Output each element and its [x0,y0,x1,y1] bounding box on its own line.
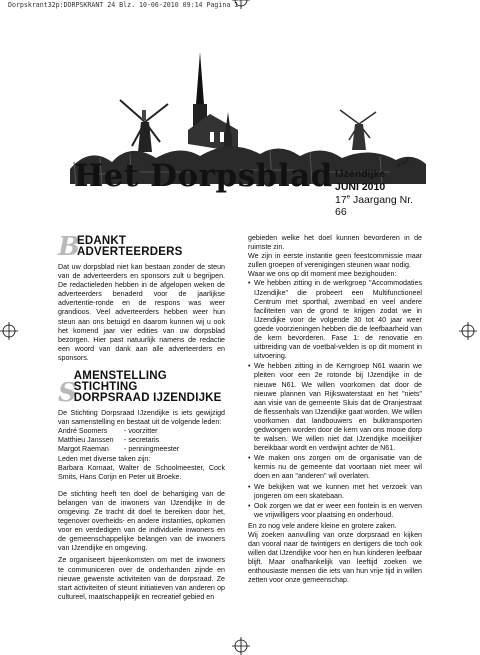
print-slug: Dorpskrant32p:DORPSKRANT 24 Blz. 10-06-2010 09:14 Pagina 1 [8,1,239,9]
article-board-title: AMENSTELLING STICHTING DORPSRAAD IJZENDIJKE [73,370,222,405]
windmill-icon [120,100,168,152]
list-item: • We hebben zitting in de werkgroep "Accommodaties IJzendijke" die probeert een Multifunctioneel Centrum met sporthal, zwembad en veel andere faciliteiten van de grond te krijgen zodat we in IJzendijke voor de volgende 30 tot 40 jaar weer goede voorzieningen hebben die de leefbaarheid van de kern bevorderen. Fase 1: de renovatie en uitbreiding van de voetbal-velden is op dit moment in uitvoering. [248,279,422,361]
dropcap-s: S [58,378,77,409]
list-item: • We hebben zitting in de Kerngroep N61 waarin we pleiten voor een 2e rotonde bij IJzendijke in de nieuwe N61. We willen voorkomen dat door de nieuwe plannen van Rijkswaterstaat en het "niets" aan visie van de gemeente Sluis dat de Oranjestraat de flessenhals van IJzendijke gaat worden. We willen voorkomen dat landbouwers en bulktransporten gedwongen worden door de kern van ons mooie dorp te walsen. We willen niet dat IJzendijke moeilijker bereikbaar wordt en verdwijnt achter de N61. [248,362,422,453]
issue-info [335,168,425,218]
right-column [248,234,422,589]
member-role: - voorzitter [124,427,158,436]
registration-mark-bottom [232,637,250,655]
right-opening-2: We zijn in eerste instantie geen feestcommissie maar zullen groepen of verenigingen steunen waar nodig. [248,252,422,270]
right-opening-3: Waar we ons op dit moment mee bezighouden: [248,270,397,279]
left-column [58,232,225,605]
member-role: - penningmeester [124,445,180,454]
issue-number: 17e Jaargang Nr. 66 [335,194,414,218]
other-members-label: Leden met diverse taken zijn: [58,454,151,463]
list-item: • We maken ons zorgen om de organisatie van de kermis nu de gemeente dat voortaan niet meer wil doen en aan "anderen" wil overlaten. [248,454,422,481]
activity-list [248,279,422,519]
member-role: - secretaris [124,436,160,445]
right-closing-2: Wij zoeken aanvulling van onze dorpsraad en kijken dan vooral naar de twintigers en dertigers die toch ook willen dat IJzendijke voor hen en hun kinderen leefbaar blijft. Maar onafhankelijk van leeftijd zoeken we enthousiaste mensen die iets van hun vrije tijd in willen zetten voor onze gemeenschap. [248,531,422,585]
newspaper-title: Het Dorpsblad [74,158,333,194]
dropcap-b: B [58,232,80,262]
right-closing-1: En zo nog vele andere kleine en grotere zaken. [248,521,397,530]
article-thanks-body: Dat uw dorpsblad niet kan bestaan zonder de steun van de adverteerders en sponsors zult u begrijpen. De redactieleden hebben in de afgelopen weken de adverteerders benaderd voor de jaarlijkse advertentie-ronde en de respons was weer grandioos. Veel adverteerders hebben weer hun steun aan ons betuigd en daarom kunnen wij u ook het komend jaar vier edities van uw dorpsblad bezorgen. Hier past natuurlijk namens de redactie een woord van dank aan alle adverteerders en sponsors. [58,263,225,362]
list-item: • Ook zorgen we dat er weer een fontein is en werven we vrijwilligers voor plaatsing en onderhoud. [248,502,422,520]
board-member-list [58,427,225,454]
list-item: • We bekijken wat we kunnen met het verzoek van jongeren om een skatebaan. [248,483,422,501]
registration-mark-right [459,322,477,340]
article-board-headline [58,370,225,409]
article-thanks-title: EDANKT ADVERTEERDERS [76,235,183,258]
stamp-small-text: actief [395,158,410,170]
article-thanks-headline [58,232,225,262]
far-windmill-icon [340,110,376,150]
issue-date: JUNI 2010 [335,181,386,193]
registration-mark-left [0,322,18,340]
member-name: Margot Raeman [58,445,109,454]
article-board-purpose: De stichting heeft ten doel de behartiging van de belangen van de inwoners van IJzendijke in de omgeving. Ze tracht dit doel te bereiken door het, tegenover overheids- en andere instanties, opkomen voor en verdedigen van de individuele inwoners en de gemeenschappelijke belangen van de inwoners van IJzendijke en omgeving. [58,489,225,553]
article-board-intro: De Stichting Dorpsraad IJzendijke is iets gewijzigd van samenstelling en bestaat uit de volgende leden: [58,409,225,427]
registration-mark-top [232,0,250,9]
other-members-list: Barbara Kornaat, Walter de Schoolmeester, Cock Smits, Hans Corijn en Peter uit Broeke. [58,463,225,481]
right-opening-1: gebieden welke het doel kunnen bevorderen in de ruimste zin. [248,234,422,252]
issue-place: IJzendijke [335,168,386,180]
article-board-activities: Ze organiseert bijeenkomsten om met de inwoners te communiceren over de onderhanden zijnde en nieuwe gewenste activiteiten van de dorpsraad. Ze start activiteiten of steunt initiatieven van anderen op cultureel, maatschappelijk en recreatief gebied en [58,556,225,601]
member-name: Matthieu Janssen [58,436,114,445]
member-name: André Soomers [58,427,108,436]
